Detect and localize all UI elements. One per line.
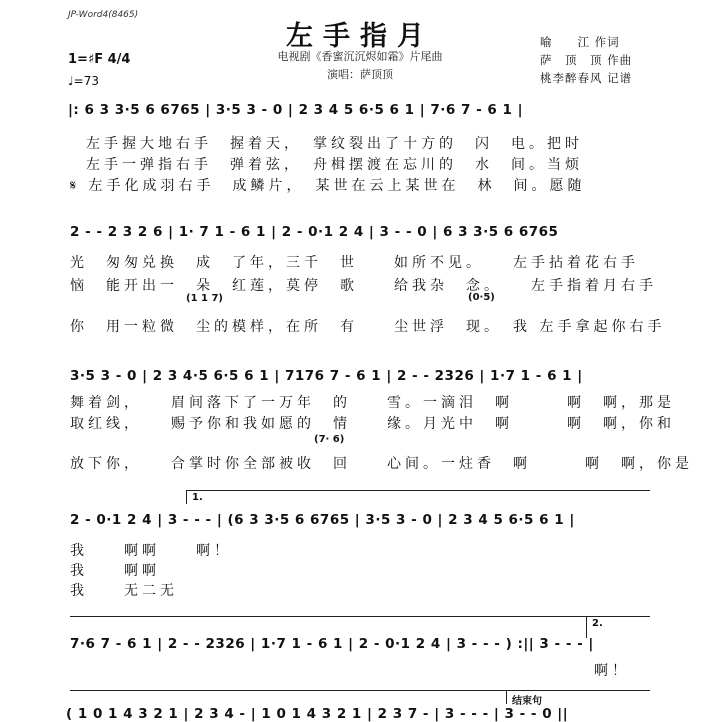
volta-1-bracket-edge: [186, 490, 187, 504]
lyric-row-3-verse-3: 放下你， 合掌时你全部被收 回 心间。一炷香 啊 啊 啊，你是: [70, 456, 693, 472]
lyric-row-2-verse-3: 你 用一粒微 尘的模样，在所 有 尘世浮 现。 我 左手拿起你右手: [70, 319, 666, 335]
notation-row-5: 7·6 7 - 6 1 | 2 - - 2326 | 1·7 1 - 6 1 | 2 - 0·1 2 4 | 3 - - - ) :|| 3 - - - |: [70, 636, 594, 652]
lyric-row-3-verse-2: 取红线， 赐予你和我如愿的 情 缘。月光中 啊 啊 啊，你和: [70, 416, 675, 432]
lyric-row-5: 啊！: [594, 663, 630, 679]
song-title: 左手指月: [286, 21, 434, 52]
lyric-row-2-verse-1: 光 匆匆兑换 成 了年，三千 世 如所不见。 左手拈着花右手: [70, 255, 639, 271]
lyricist-credit: 喻 江 作词: [540, 35, 620, 49]
row-6-separator: [70, 690, 650, 691]
volta-1-label: 1.: [192, 492, 203, 503]
lyric-row-4-verse-2: 我 啊啊: [70, 563, 160, 579]
row-5-separator: [70, 616, 650, 617]
lyric-row-4-verse-3: 我 无二无: [70, 583, 178, 599]
coda-label: 结束句: [512, 696, 542, 707]
notation-row-2: 2 - - 2 3 2 6 | 1· 7 1 - 6 1 | 2 - 0·1 2 4 | 3 - - 0 | 6 3 3·5 6 6765: [70, 224, 559, 240]
lyric-row-1-verse-1: 左手握大地右手 握着天， 掌纹裂出了十方的 闪 电。把时: [86, 136, 583, 152]
annotation-row-3: (7· 6): [314, 434, 345, 445]
subtitle: 电视剧《香蜜沉沉烬如霜》片尾曲: [277, 50, 443, 63]
transcriber-credit: 桃李醉春风 记谱: [540, 71, 633, 85]
watermark: JP-Word4(8465): [68, 10, 139, 20]
lyric-row-1-verse-2: 左手一弹指右手 弹着弦， 舟楫摆渡在忘川的 水 间。当烦: [86, 157, 583, 173]
notation-row-4: 2 - 0·1 2 4 | 3 - - - | (6 3 3·5 6 6765 | 3·5 3 - 0 | 2 3 4 5 6·5 6 1 |: [70, 512, 575, 528]
lyric-row-4-verse-1: 我 啊啊 啊！: [70, 543, 232, 559]
tempo-marking: ♩=73: [68, 74, 99, 88]
singer-credit: 演唱：萨顶顶: [327, 68, 393, 81]
volta-2-bracket-edge: [586, 616, 587, 638]
notation-row-1: |: 6 3 3·5 6 6765 | 3·5 3 - 0 | 2 3 4 5 6·5 6 1 | 7·6 7 - 6 1 |: [68, 102, 523, 118]
volta-1-bracket: [186, 490, 650, 491]
annotation-row-2-a: (1 1 7): [186, 293, 223, 304]
volta-2-label: 2.: [592, 618, 603, 629]
coda-bracket-edge: [506, 690, 507, 704]
lyric-row-1-verse-3: 𝄋 左手化成羽右手 成鳞片， 某世在云上某世在 林 间。愿随: [70, 178, 586, 194]
composer-credit: 萨 顶 顶 作曲: [540, 53, 633, 67]
key-signature: 1=♯F 4/4: [68, 52, 131, 67]
notation-row-3: 3·5 3 - 0 | 2 3 4·5 6·5 6 1 | 7176 7 - 6 1 | 2 - - 2326 | 1·7 1 - 6 1 |: [70, 368, 583, 384]
annotation-row-2-b: (0·5): [468, 292, 495, 303]
notation-row-6: ( 1 0 1 4 3 2 1 | 2 3 4 - | 1 0 1 4 3 2 1 | 2 3 7 - | 3 - - - | 3 - - 0 ||: [66, 706, 569, 722]
lyric-row-3-verse-1: 舞着剑， 眉间落下了一万年 的 雪。一滴泪 啊 啊 啊，那是: [70, 395, 675, 411]
lyric-row-2-verse-2: 恼 能开出一 朵 红莲，莫停 歌 给我杂 念。 左手指着月右手: [70, 278, 657, 294]
